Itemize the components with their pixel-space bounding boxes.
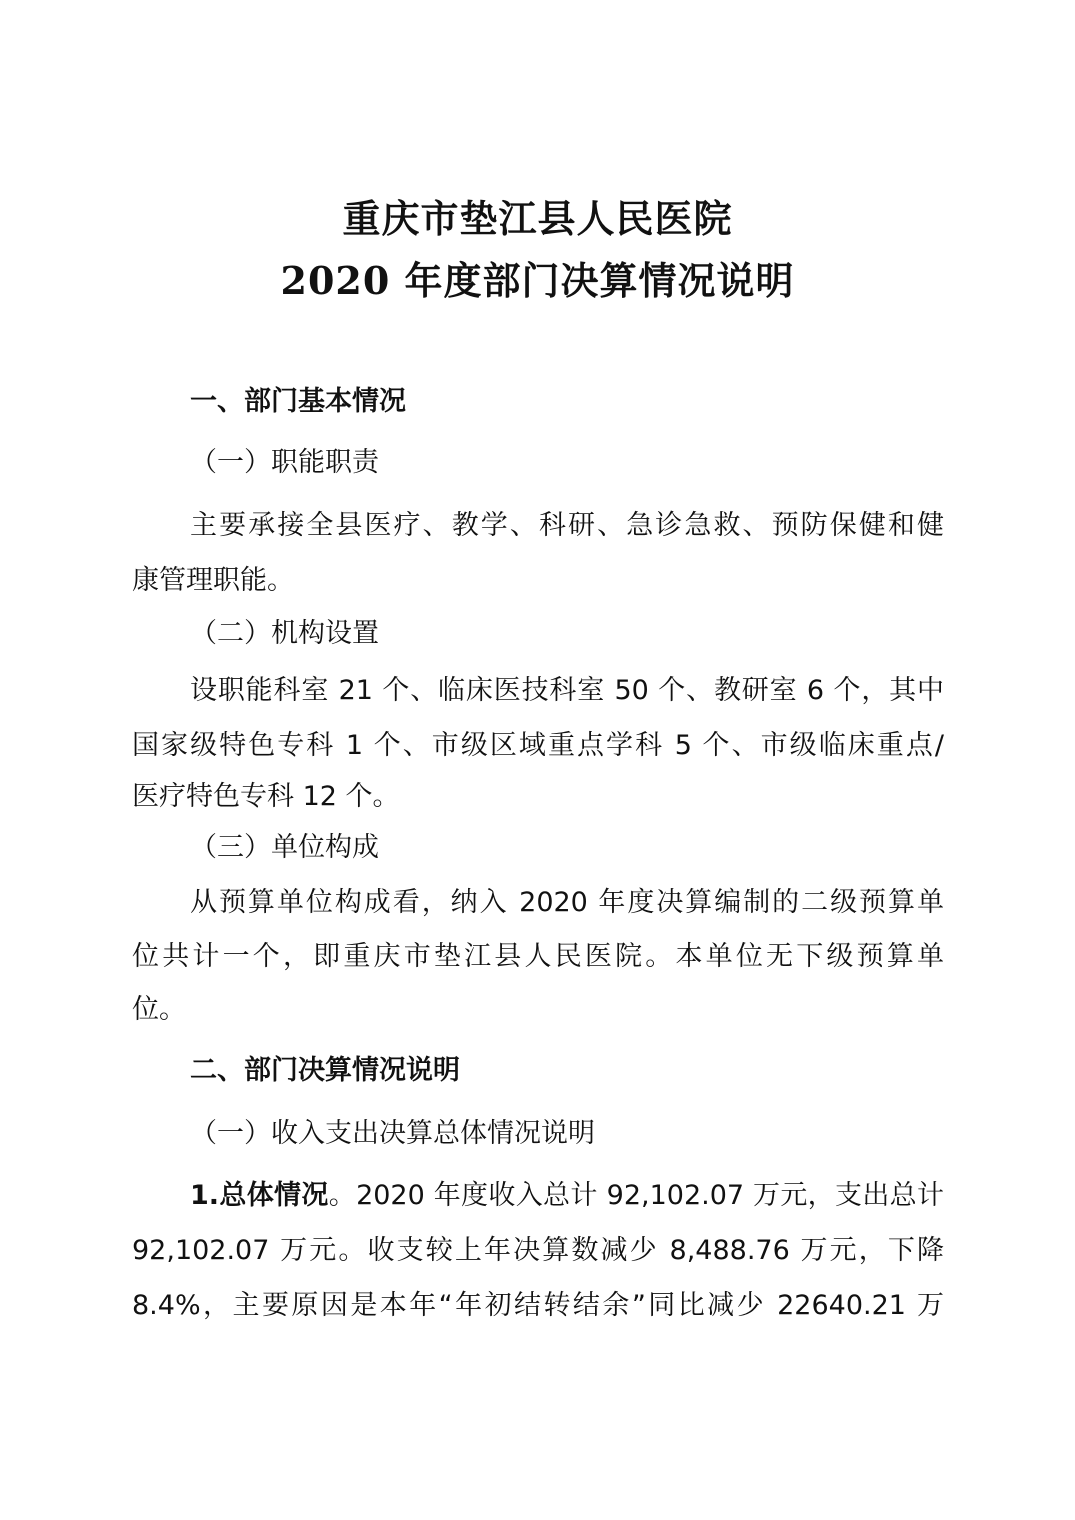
section-2-heading: 二、部门决算情况说明: [190, 1055, 460, 1086]
paragraph-line: 主要承接全县医疗、教学、科研、急诊急救、预防保健和健: [190, 510, 944, 541]
paragraph-line: 医疗特色专科 12 个。: [132, 781, 400, 812]
section-1-sub-2-heading: （二）机构设置: [190, 618, 379, 649]
section-1-heading: 一、部门基本情况: [190, 386, 406, 417]
overall-line-text: 。2020 年度收入总计 92,102.07 万元，支出总计: [328, 1180, 944, 1211]
paragraph-line: 从预算单位构成看，纳入 2020 年度决算编制的二级预算单: [190, 887, 944, 918]
paragraph-line: [190, 1178, 944, 1214]
paragraph-line: 位共计一个，即重庆市垫江县人民医院。本单位无下级预算单: [132, 941, 944, 972]
section-2-sub-1-heading: （一）收入支出决算总体情况说明: [190, 1118, 595, 1149]
section-1-sub-3-heading: （三）单位构成: [190, 832, 379, 863]
paragraph-line: 92,102.07 万元。收支较上年决算数减少 8,488.76 万元，下降: [132, 1235, 944, 1266]
paragraph-line: 国家级特色专科 1 个、市级区域重点学科 5 个、市级临床重点/: [132, 730, 944, 761]
paragraph-line: 位。: [132, 994, 186, 1025]
overall-lead-text: 1.总体情况: [190, 1180, 329, 1211]
document-title-line-2: 2020 年度部门决算情况说明: [280, 258, 795, 303]
section-1-sub-1-heading: （一）职能职责: [190, 447, 379, 478]
document-title-line-1: 重庆市垫江县人民医院: [342, 196, 733, 241]
paragraph-line: 8.4%，主要原因是本年“年初结转结余”同比减少 22640.21 万: [132, 1290, 944, 1321]
paragraph-line: 设职能科室 21 个、临床医技科室 50 个、教研室 6 个，其中: [190, 675, 944, 706]
paragraph-line: 康管理职能。: [132, 565, 294, 596]
